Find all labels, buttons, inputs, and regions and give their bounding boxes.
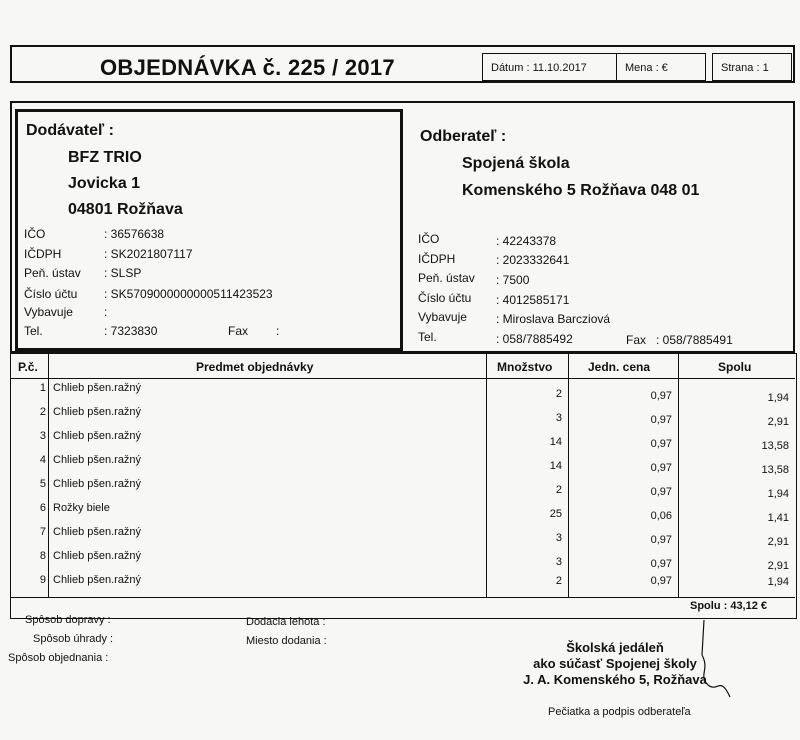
row-qty: 25: [549, 508, 562, 520]
customer-tel-label: Tel.: [418, 330, 437, 344]
row-unit-price: 0,97: [650, 414, 672, 426]
customer-icdph-value: : 2023332641: [496, 253, 570, 267]
grand-total: Spolu : 43,12 €: [690, 600, 768, 612]
row-total: 1,94: [767, 392, 789, 404]
row-qty: 14: [549, 460, 562, 472]
supplier-account-label: Číslo účtu: [24, 287, 78, 301]
row-number: 3: [39, 430, 46, 442]
supplier-icdph-value: : SK2021807117: [104, 247, 193, 261]
order-title: OBJEDNÁVKA č. 225 / 2017: [100, 55, 395, 80]
col-header-item: Predmet objednávky: [196, 360, 314, 374]
currency: Mena : €: [616, 53, 706, 81]
row-unit-price: 0,06: [650, 510, 672, 522]
customer-bank-label: Peň. ústav: [418, 271, 475, 285]
customer-account-label: Číslo účtu: [418, 291, 472, 305]
row-unit-price: 0,97: [650, 486, 672, 498]
customer-handler-label: Vybavuje: [418, 310, 467, 324]
row-qty: 3: [555, 532, 562, 544]
total-rule: [10, 597, 795, 598]
customer-bank-value: : 7500: [496, 273, 530, 287]
customer-account-value: : 4012585171: [496, 293, 570, 307]
signature-scribble: [690, 615, 750, 705]
table-row: [10, 402, 795, 426]
col-header-unit-price: Jedn. cena: [588, 360, 651, 374]
row-total: 13,58: [761, 440, 789, 452]
row-item: Rožky biele: [53, 502, 110, 514]
supplier-name: BFZ TRIO: [68, 149, 142, 166]
row-number: 7: [39, 526, 46, 538]
col-header-no: P.č.: [18, 360, 38, 374]
supplier-icdph-label: IČDPH: [24, 247, 62, 261]
row-total: 13,58: [761, 464, 789, 476]
delivery-place-label: Miesto dodania :: [246, 635, 327, 647]
table-row: [10, 426, 795, 450]
row-qty: 2: [555, 388, 562, 400]
row-item: Chlieb pšen.ražný: [53, 406, 142, 418]
customer-heading: Odberateľ :: [420, 128, 507, 145]
table-row: [10, 522, 795, 546]
customer-ico-label: IČO: [418, 232, 440, 246]
order-date: Dátum : 11.10.2017: [482, 53, 617, 81]
supplier-handler-value: :: [104, 305, 108, 319]
col-header-qty: Množstvo: [497, 360, 553, 374]
row-number: 6: [39, 502, 46, 514]
stamp-line: ako súčasť Spojenej školy: [533, 656, 697, 671]
row-unit-price: 0,97: [650, 390, 672, 402]
row-number: 4: [39, 454, 46, 466]
customer-name: Spojená škola: [462, 155, 570, 172]
ordering-label: Spôsob objednania :: [8, 652, 109, 664]
supplier-ico-value: : 36576638: [104, 227, 165, 241]
row-unit-price: 0,97: [650, 462, 672, 474]
table-row: [10, 546, 795, 570]
supplier-box: [15, 109, 403, 351]
customer-tel-value: : 058/7885492: [496, 332, 573, 346]
customer-icdph-label: IČDPH: [418, 252, 456, 266]
row-item: Chlieb pšen.ražný: [53, 574, 142, 586]
row-qty: 2: [555, 575, 562, 587]
table-row: [10, 378, 795, 402]
supplier-tel-label: Tel.: [24, 324, 43, 338]
row-total: 1,94: [767, 488, 789, 500]
table-row: [10, 498, 795, 522]
row-number: 8: [39, 550, 46, 562]
page-number: Strana : 1: [712, 53, 792, 81]
row-total: 2,91: [767, 560, 789, 572]
row-item: Chlieb pšen.ražný: [53, 382, 142, 394]
row-total: 1,94: [767, 576, 789, 588]
table-row: [10, 570, 795, 594]
customer-handler-value: : Miroslava Barcziová: [496, 312, 611, 326]
customer-ico-value: : 42243378: [496, 234, 557, 248]
row-number: 1: [39, 382, 46, 394]
supplier-heading: Dodávateľ :: [26, 122, 114, 139]
stamp-line: Školská jedáleň: [566, 640, 664, 655]
row-number: 9: [39, 574, 46, 586]
row-qty: 3: [555, 556, 562, 568]
row-total: 1,41: [767, 512, 789, 524]
supplier-bank-value: : SLSP: [104, 266, 142, 280]
customer-address: Komenského 5 Rožňava 048 01: [462, 182, 700, 199]
row-number: 2: [39, 406, 46, 418]
supplier-fax-value: :: [276, 324, 280, 338]
row-item: Chlieb pšen.ražný: [53, 454, 142, 466]
supplier-fax-label: Fax: [228, 324, 249, 338]
supplier-street: Jovicka 1: [68, 175, 141, 192]
delivery-term-label: Dodacia lehota :: [246, 616, 326, 628]
row-total: 2,91: [767, 416, 789, 428]
supplier-account-value: : SK5709000000000511423523: [104, 287, 273, 301]
table-row: [10, 450, 795, 474]
customer-fax-label: Fax: [626, 333, 647, 347]
row-item: Chlieb pšen.ražný: [53, 550, 142, 562]
row-item: Chlieb pšen.ražný: [53, 526, 142, 538]
supplier-bank-label: Peň. ústav: [24, 266, 81, 280]
supplier-ico-label: IČO: [24, 227, 46, 241]
supplier-handler-label: Vybavuje: [24, 305, 73, 319]
row-unit-price: 0,97: [650, 438, 672, 450]
customer-fax-value: : 058/7885491: [656, 333, 733, 347]
row-unit-price: 0,97: [650, 558, 672, 570]
row-unit-price: 0,97: [650, 575, 672, 587]
payment-label: Spôsob úhrady :: [33, 633, 114, 645]
row-item: Chlieb pšen.ražný: [53, 478, 142, 490]
row-qty: 3: [555, 412, 562, 424]
col-header-total: Spolu: [718, 360, 752, 374]
signature-caption: Pečiatka a podpis odberateľa: [548, 706, 691, 718]
row-unit-price: 0,97: [650, 534, 672, 546]
row-qty: 14: [549, 436, 562, 448]
row-qty: 2: [555, 484, 562, 496]
row-total: 2,91: [767, 536, 789, 548]
supplier-city: 04801 Rožňava: [68, 201, 183, 218]
supplier-tel-value: : 7323830: [104, 324, 158, 338]
row-item: Chlieb pšen.ražný: [53, 430, 142, 442]
row-number: 5: [39, 478, 46, 490]
transport-label: Spôsob dopravy :: [25, 614, 111, 626]
stamp-line: J. A. Komenského 5, Rožňava: [523, 672, 707, 687]
table-row: [10, 474, 795, 498]
